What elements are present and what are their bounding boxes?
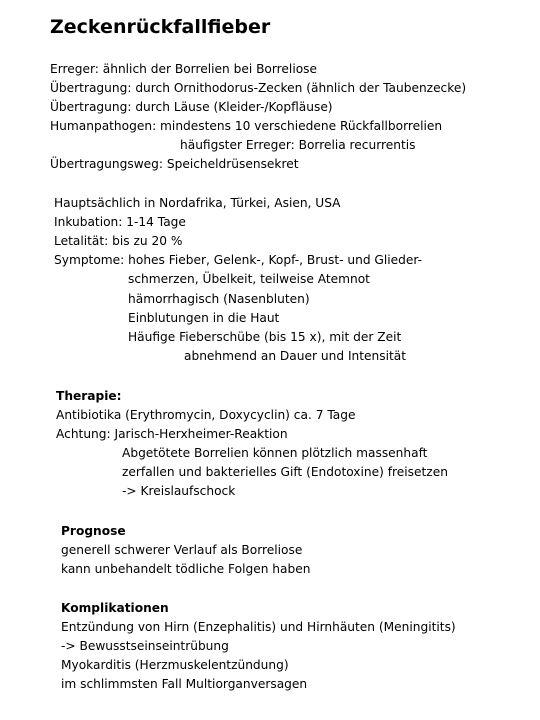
text-line: Übertragung: durch Ornithodorus-Zecken (ähnlich der Taubenzecke) <box>50 81 467 95</box>
text-line: Abgetötete Borrelien können plötzlich massenhaft <box>122 446 428 460</box>
text-line: Einblutungen in die Haut <box>128 311 280 325</box>
text-line: Humanpathogen: mindestens 10 verschiedene Rückfallborrelien <box>50 119 443 133</box>
text-line: häufigster Erreger: Borrelia recurrentis <box>180 138 416 152</box>
text-line: Inkubation: 1-14 Tage <box>54 215 186 229</box>
text-line: Symptome: hohes Fieber, Gelenk-, Kopf-, Brust- und Glieder- <box>54 253 423 267</box>
text-line: Erreger: ähnlich der Borrelien bei Borreliose <box>50 62 318 76</box>
section-heading-therapie: Therapie: <box>56 389 122 403</box>
text-line: schmerzen, Übelkeit, teilweise Atemnot <box>128 272 370 286</box>
text-line: hämorrhagisch (Nasenbluten) <box>128 292 310 306</box>
text-line: im schlimmsten Fall Multiorganversagen <box>61 677 308 691</box>
text-line: Myokarditis (Herzmuskelentzündung) <box>61 658 289 672</box>
text-line: Antibiotika (Erythromycin, Doxycyclin) ca. 7 Tage <box>56 408 356 422</box>
text-line: -> Kreislaufschock <box>122 484 236 498</box>
text-line: Häufige Fieberschübe (bis 15 x), mit der Zeit <box>128 330 402 344</box>
section-heading-prognose: Prognose <box>61 524 126 538</box>
text-line: Übertragung: durch Läuse (Kleider-/Kopfläuse) <box>50 100 333 114</box>
text-line: Achtung: Jarisch-Herxheimer-Reaktion <box>56 427 288 441</box>
text-line: abnehmend an Dauer und Intensität <box>184 349 407 363</box>
section-heading-komplikationen: Komplikationen <box>61 601 169 615</box>
text-line: Hauptsächlich in Nordafrika, Türkei, Asien, USA <box>54 196 341 210</box>
text-line: Entzündung von Hirn (Enzephalitis) und Hirnhäuten (Meningitits) <box>61 620 456 634</box>
text-line: -> Bewusstseinseintrübung <box>61 639 229 653</box>
text-line: Übertragungsweg: Speicheldrüsensekret <box>50 157 299 171</box>
text-line: Letalität: bis zu 20 % <box>54 234 183 248</box>
text-line: kann unbehandelt tödliche Folgen haben <box>61 562 311 576</box>
text-line: zerfallen und bakterielles Gift (Endotoxine) freisetzen <box>122 465 448 479</box>
slide-title: Zeckenrückfallfieber <box>50 16 271 38</box>
text-line: generell schwerer Verlauf als Borreliose <box>61 543 303 557</box>
